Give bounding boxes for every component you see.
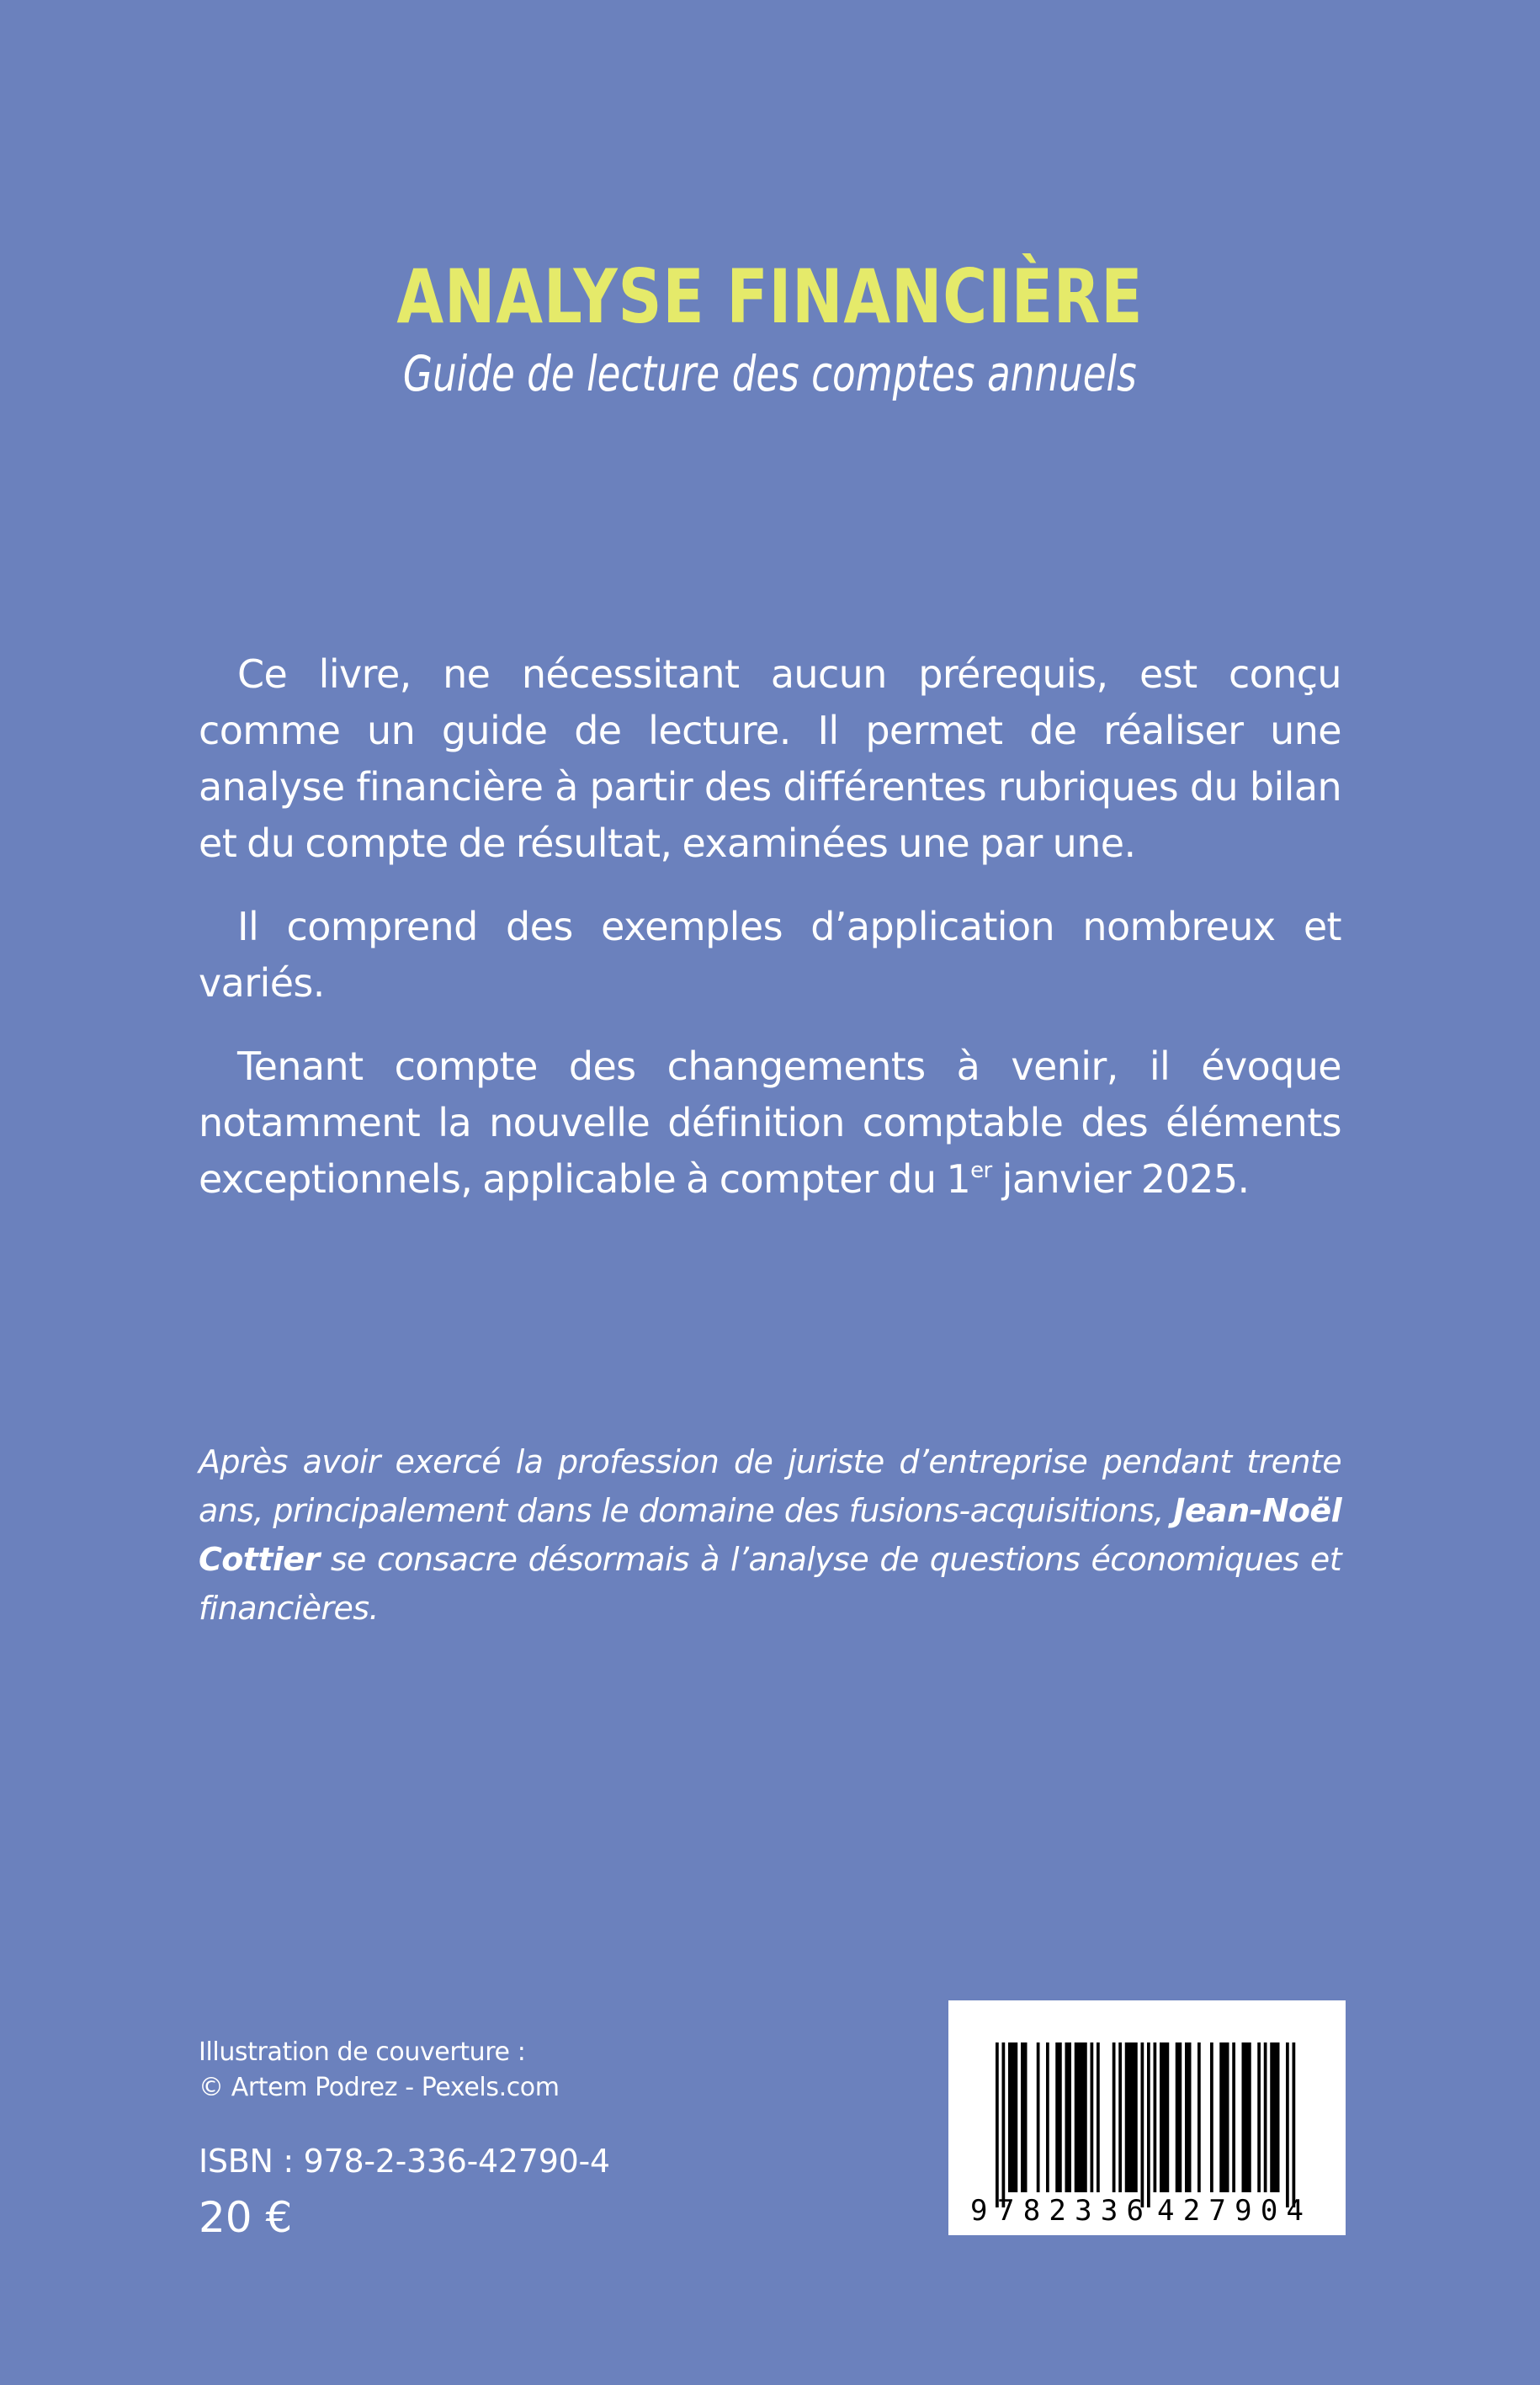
isbn: ISBN : 978-2-336-42790-4 (199, 2143, 610, 2180)
barcode-bar (1075, 2042, 1087, 2192)
description-paragraph-3-text: Tenant compte des changements à venir, il évoque notamment la nouvelle définition comptable des éléments exceptionnels, applicable à compter du 1 (199, 1044, 1341, 1202)
barcode-bars (996, 2042, 1295, 2207)
title-block (0, 252, 1540, 403)
barcode-right-digits: 427904 (1157, 2194, 1304, 2228)
description-paragraph-3-end: janvier 2025. (991, 1156, 1250, 1202)
barcode (948, 2000, 1346, 2235)
barcode-bar (1154, 2042, 1157, 2192)
barcode-bar (1176, 2042, 1182, 2192)
barcode-bar (1118, 2042, 1122, 2192)
barcode-bar (1185, 2042, 1192, 2192)
author-bio-intro: Après avoir exercé la profession de juriste d’entreprise pendant trente ans, principalement dans le domaine des fusions-acquisitions, (199, 1443, 1341, 1529)
price: 20 € (199, 2193, 293, 2242)
barcode-bar (1021, 2042, 1028, 2192)
author-bio-end: se consacre désormais à l’analyse de questions économiques et financières. (199, 1541, 1341, 1627)
barcode-bar (1197, 2042, 1201, 2192)
barcode-bar (1264, 2042, 1267, 2192)
description-paragraph-2: Il comprend des exemples d’application nombreux et variés. (199, 904, 1341, 1006)
barcode-bar (1037, 2042, 1040, 2192)
credits-label: Illustration de couverture : (199, 2037, 526, 2067)
barcode-bar (1055, 2042, 1062, 2192)
book-subtitle: Guide de lecture des comptes annuels (403, 344, 1137, 402)
barcode-bar (1286, 2042, 1289, 2207)
barcode-bar (1125, 2042, 1138, 2192)
barcode-first-digit: 9 (970, 2194, 988, 2228)
barcode-bar (1232, 2042, 1235, 2192)
author-name: Jean-Noël Cottier (199, 1492, 1341, 1578)
barcode-bar (1046, 2042, 1049, 2192)
barcode-bar (1257, 2042, 1261, 2192)
book-title: ANALYSE FINANCIÈRE (396, 253, 1144, 340)
cover-credits (199, 2035, 560, 2106)
barcode-bar (1008, 2042, 1017, 2192)
barcode-bar (1219, 2042, 1229, 2192)
barcode-graphic (948, 2000, 1346, 2235)
barcode-bar (1065, 2042, 1072, 2192)
barcode-bar (1091, 2042, 1094, 2192)
ordinal-suffix: er (970, 1158, 992, 1183)
description-paragraph-1: Ce livre, ne nécessitant aucun prérequis, est conçu comme un guide de lecture. Il permet de réaliser une analyse financière à partir des différentes rubriques du bilan et du compte de résultat, examinées une par une. (199, 651, 1341, 866)
book-description (199, 646, 1341, 1235)
barcode-left-digits: 782336 (997, 2194, 1144, 2228)
author-bio (199, 1437, 1341, 1633)
barcode-bar (1210, 2042, 1213, 2192)
credits-photographer: © Artem Podrez - Pexels.com (199, 2073, 560, 2102)
barcode-bar (1141, 2042, 1144, 2207)
barcode-bar (1242, 2042, 1251, 2192)
barcode-bar (1147, 2042, 1150, 2207)
barcode-bar (996, 2042, 999, 2207)
barcode-bar (1270, 2042, 1279, 2192)
barcode-bar (1113, 2042, 1116, 2192)
barcode-bar (1002, 2042, 1006, 2207)
description-paragraph-3 (199, 1038, 1341, 1208)
barcode-bar (1160, 2042, 1169, 2192)
barcode-bar (1293, 2042, 1296, 2207)
barcode-bar (1097, 2042, 1100, 2192)
